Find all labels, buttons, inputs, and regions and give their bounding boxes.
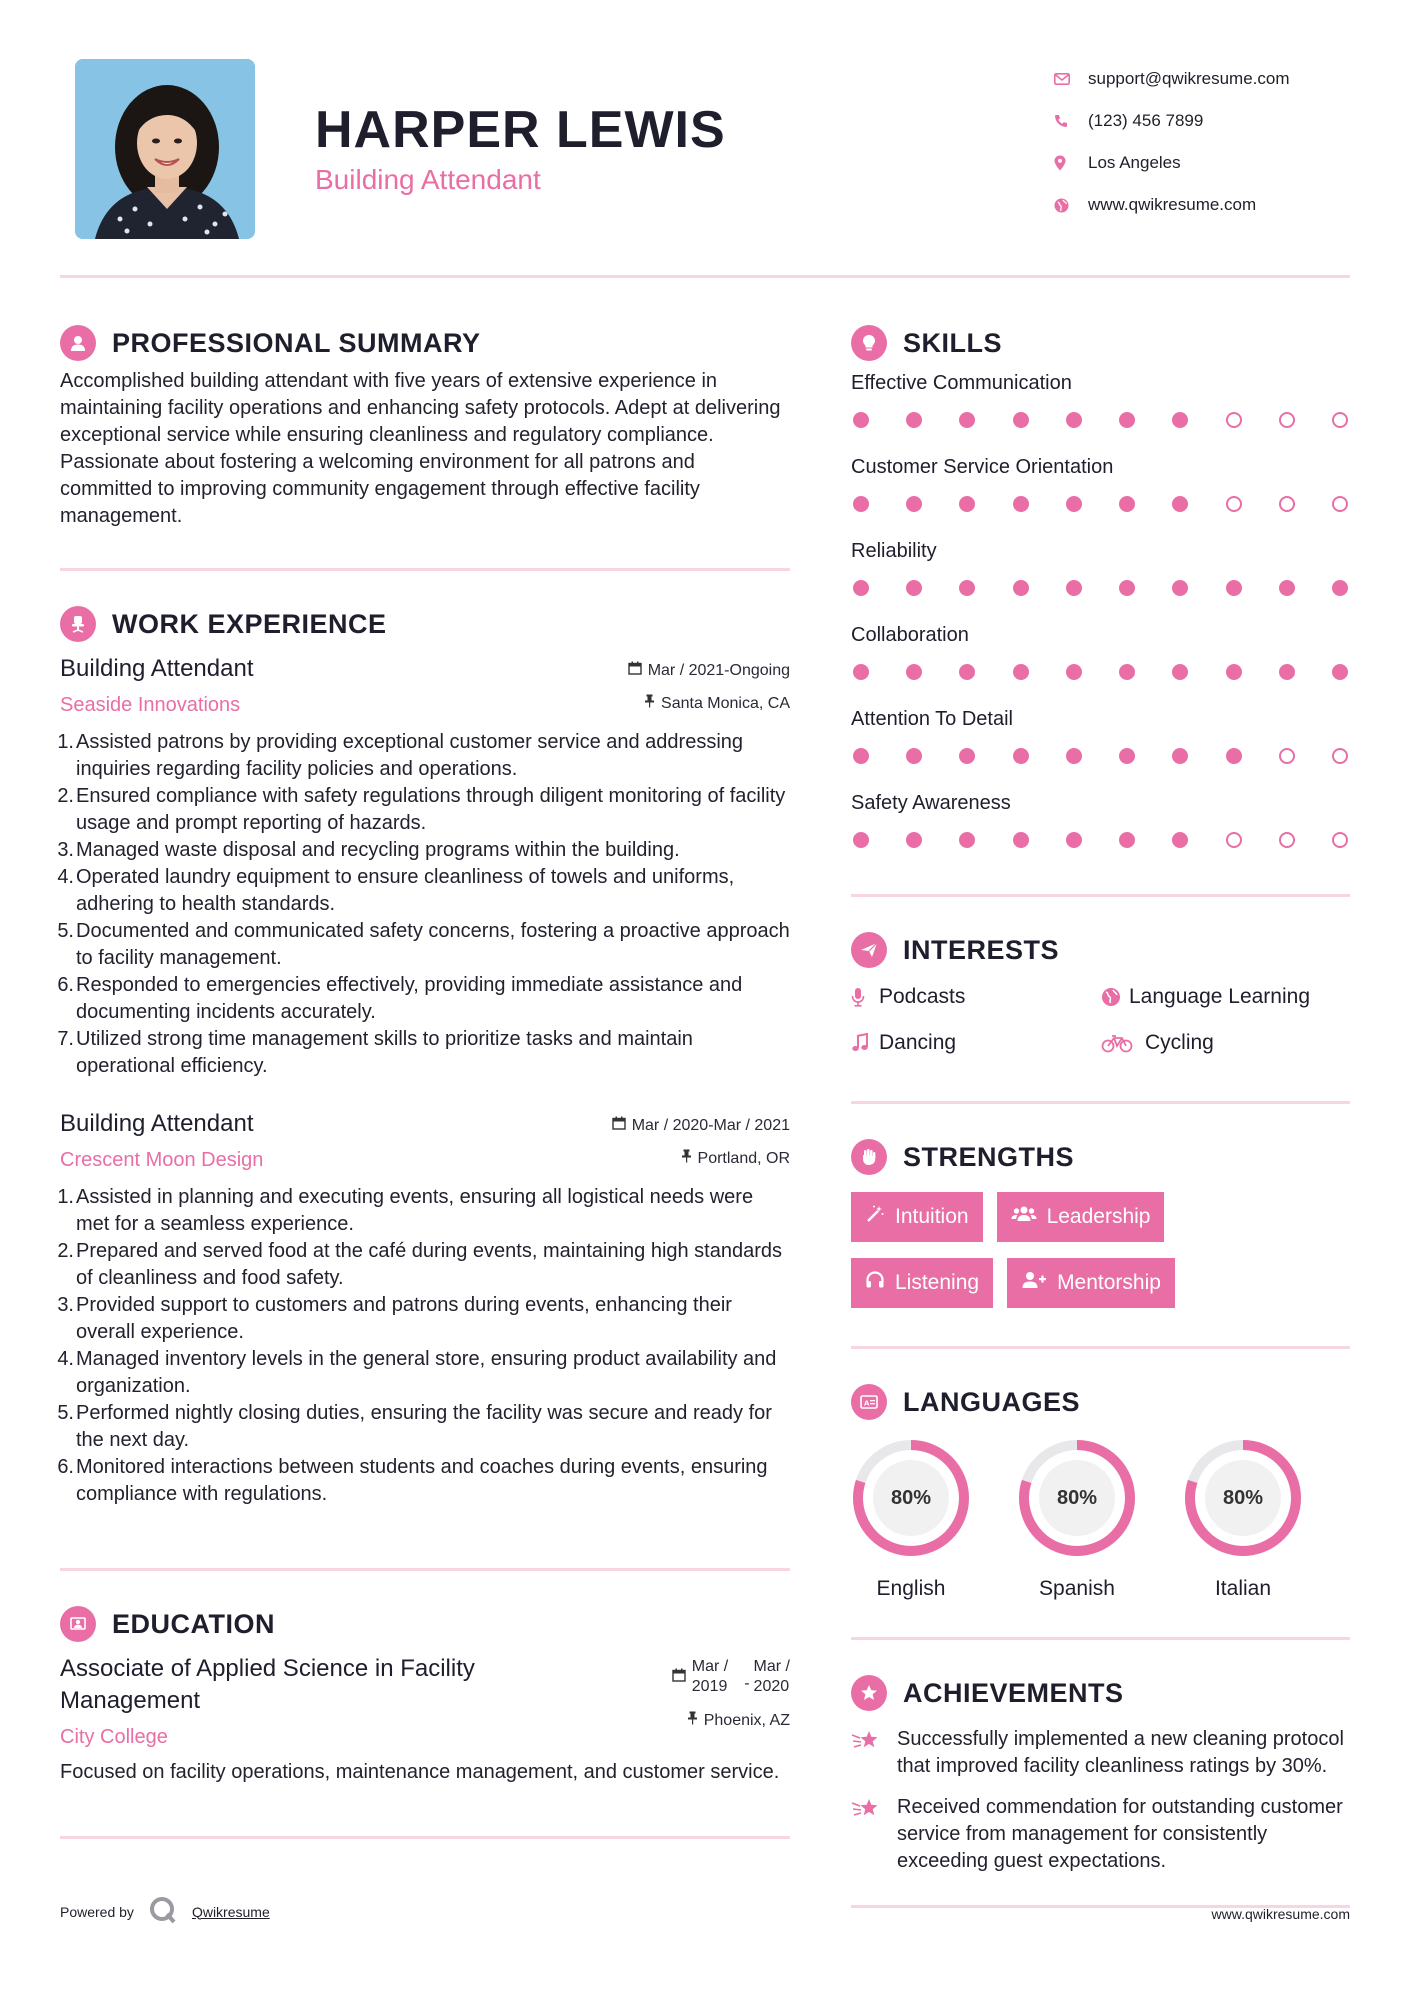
rating-dot-filled: [1066, 664, 1082, 680]
language-percent: 80%: [1056, 1486, 1098, 1509]
job-company: Seaside Innovations: [60, 694, 241, 716]
contact-email-text: support@qwikresume.com: [1088, 69, 1290, 88]
rating-dot-filled: [1066, 496, 1082, 512]
interests-list: [851, 981, 1350, 1059]
education-location-text: Phoenix, AZ: [703, 1711, 790, 1729]
rating-dot-filled: [853, 664, 869, 680]
rating-dot-filled: [1119, 496, 1135, 512]
rating-dot-filled: [1013, 580, 1029, 596]
job-duties-list: [57, 729, 790, 1080]
left-column: [57, 320, 790, 1839]
user-plus-icon: [1021, 1270, 1047, 1296]
strengths-header: [851, 1134, 1350, 1180]
rating-dot-filled: [906, 832, 922, 848]
rating-dot-filled: [1119, 664, 1135, 680]
list-item: 6. Responded to emergencies effectively, providing immediate assistance and documenting incidents accurately.: [57, 974, 743, 1023]
header-divider: [60, 275, 1350, 278]
language-item: [1016, 1437, 1138, 1601]
skill-name: Attention To Detail: [851, 708, 1013, 730]
pushpin-icon: [687, 1711, 698, 1730]
language-icon: [851, 1384, 887, 1420]
rating-dot-empty: [1332, 412, 1348, 428]
education-end-year: 2020: [753, 1678, 790, 1695]
rating-dot-filled: [1119, 748, 1135, 764]
contact-website[interactable]: [1050, 184, 1380, 226]
rating-dot-filled: [1172, 664, 1188, 680]
calendar-icon: [612, 1116, 626, 1135]
job-title: Building Attendant: [60, 655, 254, 682]
rating-dot-filled: [1279, 664, 1295, 680]
summary-header: [60, 320, 790, 366]
fist-icon: [851, 1139, 887, 1175]
rating-dot-filled: [1172, 580, 1188, 596]
rating-dot-empty: [1226, 832, 1242, 848]
languages-list: [850, 1437, 1350, 1601]
calendar-icon: [628, 661, 642, 680]
rating-dot-empty: [1279, 748, 1295, 764]
job-location: [681, 1149, 790, 1168]
achievements-heading: ACHIEVEMENTS: [903, 1677, 1124, 1708]
interests-heading: INTERESTS: [903, 934, 1060, 965]
globe-icon: [1050, 198, 1088, 213]
languages-divider: [851, 1637, 1350, 1640]
rating-dot-filled: [906, 496, 922, 512]
qwikresume-link[interactable]: Qwikresume: [191, 1903, 270, 1920]
job-company: Crescent Moon Design: [60, 1149, 264, 1171]
language-ring: [1182, 1437, 1304, 1559]
contact-location: [1050, 142, 1380, 184]
calendar-icon: [672, 1668, 686, 1687]
experience-divider: [60, 1568, 790, 1571]
rating-dot-filled: [959, 748, 975, 764]
list-item: 2. Ensured compliance with safety regulations through diligent monitoring of facility usage and prompt reporting of hazards.: [57, 785, 786, 834]
rating-dot-filled: [853, 832, 869, 848]
rating-dot-filled: [906, 412, 922, 428]
rating-dot-filled: [906, 748, 922, 764]
profile-photo: [75, 59, 255, 239]
job-date: [612, 1116, 790, 1135]
rating-dot-filled: [1119, 412, 1135, 428]
skills-list: [851, 370, 1350, 864]
experience-heading: WORK EXPERIENCE: [112, 608, 387, 639]
language-percent: 80%: [890, 1486, 932, 1509]
music-note-icon: [851, 1033, 879, 1053]
rating-dot-filled: [1172, 832, 1188, 848]
education-heading: EDUCATION: [112, 1608, 275, 1639]
job-date: [628, 661, 790, 680]
magic-wand-icon: [865, 1204, 885, 1230]
skill-rating: [851, 732, 1350, 780]
skill-name: Safety Awareness: [851, 792, 1011, 814]
contact-email[interactable]: [1050, 58, 1380, 100]
contact-phone-text: (123) 456 7899: [1088, 111, 1204, 130]
education-text: Focused on facility operations, maintenance management, and customer service.: [60, 1761, 780, 1783]
education-location: [687, 1711, 790, 1730]
strengths-section: [851, 1134, 1350, 1349]
achievements-section: [851, 1670, 1350, 1908]
education-date-sep: -: [744, 1675, 750, 1692]
strength-tag: [1007, 1258, 1175, 1308]
degree-title: Associate of Applied Science in Facility Management: [60, 1655, 475, 1714]
rating-dot-empty: [1226, 496, 1242, 512]
rating-dot-filled: [1172, 412, 1188, 428]
interest-label: Podcasts: [879, 985, 966, 1008]
interest-dancing: [851, 1027, 1101, 1059]
education-start-year: 2019: [691, 1678, 728, 1695]
footer-website[interactable]: www.qwikresume.com: [1211, 1906, 1350, 1922]
list-item: 1. Assisted in planning and executing events, ensuring all logistical needs were met for a seamless experience.: [57, 1186, 754, 1235]
qwikresume-logo-icon: [148, 1895, 178, 1928]
interest-label: Cycling: [1145, 1031, 1214, 1054]
job-entry-1: [57, 653, 790, 1080]
language-item: [1182, 1437, 1304, 1601]
strengths-heading: STRENGTHS: [903, 1141, 1075, 1172]
rating-dot-filled: [959, 832, 975, 848]
strength-label: Intuition: [895, 1205, 969, 1228]
education-section: [60, 1601, 790, 1839]
strength-label: Mentorship: [1057, 1271, 1161, 1294]
skills-heading: SKILLS: [903, 327, 1003, 358]
rating-dot-empty: [1279, 496, 1295, 512]
languages-heading: LANGUAGES: [903, 1386, 1081, 1417]
job-duties-list: [57, 1184, 790, 1508]
strength-tag: [851, 1192, 983, 1242]
list-item: 6. Monitored interactions between students and coaches during events, ensuring compliance with regulations.: [57, 1456, 768, 1505]
job-date-text: Mar / 2020-Mar / 2021: [631, 1116, 790, 1134]
list-item: 4. Operated laundry equipment to ensure cleanliness of towels and uniforms, adhering to health standards.: [57, 866, 735, 915]
summary-divider: [60, 568, 790, 571]
interests-divider: [851, 1101, 1350, 1104]
language-ring: [1016, 1437, 1138, 1559]
experience-header: [60, 601, 790, 647]
rating-dot-empty: [1279, 832, 1295, 848]
rating-dot-filled: [1013, 748, 1029, 764]
education-start-month: Mar /: [691, 1658, 729, 1675]
headphones-icon: [865, 1270, 885, 1296]
rating-dot-filled: [959, 664, 975, 680]
pushpin-icon: [644, 694, 655, 713]
rating-dot-filled: [1013, 832, 1029, 848]
strength-label: Leadership: [1046, 1205, 1151, 1228]
skill-name: Reliability: [851, 540, 937, 562]
education-divider: [60, 1836, 790, 1839]
rating-dot-filled: [1013, 412, 1029, 428]
candidate-title: Building Attendant: [315, 164, 541, 195]
languages-section: [851, 1379, 1350, 1640]
paper-plane-icon: [851, 932, 887, 968]
skill-name: Customer Service Orientation: [851, 456, 1114, 478]
user-icon: [60, 325, 96, 361]
phone-icon: [1050, 114, 1088, 128]
rating-dot-filled: [906, 580, 922, 596]
interests-section: [851, 927, 1350, 1104]
rating-dot-filled: [959, 496, 975, 512]
skill-name: Collaboration: [851, 624, 969, 646]
achievement-text: Successfully implemented a new cleaning protocol that improved facility cleanliness ratings by 30%.: [897, 1728, 1344, 1777]
rating-dot-filled: [1066, 580, 1082, 596]
list-item: 3. Provided support to customers and patrons during events, enhancing their overall experience.: [57, 1294, 732, 1343]
strength-tag: [851, 1258, 993, 1308]
rating-dot-empty: [1226, 412, 1242, 428]
job-date-text: Mar / 2021-Ongoing: [647, 661, 790, 679]
school-name: City College: [60, 1726, 168, 1748]
bicycle-icon: [1101, 1033, 1145, 1053]
interest-label: Dancing: [879, 1031, 957, 1054]
language-percent: 80%: [1222, 1486, 1264, 1509]
skills-divider: [851, 894, 1350, 897]
summary-section: [60, 320, 790, 571]
languages-header: [851, 1379, 1350, 1425]
rating-dot-filled: [1279, 580, 1295, 596]
contact-website-text: www.qwikresume.com: [1088, 195, 1257, 214]
rating-dot-empty: [1332, 832, 1348, 848]
shooting-star-icon: [851, 1794, 897, 1875]
skill-name: Effective Communication: [851, 372, 1072, 394]
contact-block: [1050, 58, 1380, 226]
skills-section: [851, 320, 1350, 897]
microphone-icon: [851, 987, 879, 1007]
skills-header: [851, 320, 1350, 366]
candidate-name: HARPER LEWIS: [315, 101, 726, 159]
rating-dot-filled: [1013, 496, 1029, 512]
skill-rating: [851, 396, 1350, 444]
rating-dot-filled: [959, 580, 975, 596]
education-header: [60, 1601, 790, 1647]
interest-label: Language Learning: [1129, 985, 1311, 1008]
rating-dot-empty: [1279, 412, 1295, 428]
rating-dot-filled: [1332, 664, 1348, 680]
job-entry-2: [57, 1108, 790, 1508]
job-location-text: Santa Monica, CA: [661, 694, 790, 712]
list-item: 3. Managed waste disposal and recycling programs within the building.: [57, 839, 680, 861]
rating-dot-filled: [1119, 832, 1135, 848]
rating-dot-filled: [1066, 412, 1082, 428]
pushpin-icon: [681, 1149, 692, 1168]
lightbulb-icon: [851, 325, 887, 361]
summary-text: Accomplished building attendant with five years of extensive experience in maintaining facility operations and enhancing safety protocols. Adept at delivering exceptional service while ensuring cleanliness and regulatory compliance. Passionate about fostering a welcoming environment for all patrons and committed to improving community engagement through effective facility management.: [60, 370, 781, 527]
list-item: 4. Managed inventory levels in the general store, ensuring product availability and organization.: [57, 1348, 777, 1397]
rating-dot-empty: [1332, 748, 1348, 764]
interests-header: [851, 927, 1350, 973]
job-location-text: Portland, OR: [697, 1149, 790, 1167]
education-end-month: Mar /: [753, 1658, 790, 1675]
rating-dot-filled: [959, 412, 975, 428]
contact-location-text: Los Angeles: [1088, 153, 1181, 172]
rating-dot-filled: [1226, 748, 1242, 764]
experience-section: [57, 601, 790, 1571]
language-item: [850, 1437, 972, 1601]
rating-dot-filled: [1119, 580, 1135, 596]
rating-dot-filled: [1172, 496, 1188, 512]
strengths-divider: [851, 1346, 1350, 1349]
list-item: 1. Assisted patrons by providing exceptional customer service and addressing inquiries regarding facility policies and operations.: [57, 731, 744, 780]
graduate-icon: [60, 1606, 96, 1642]
language-name: English: [876, 1577, 946, 1600]
list-item: 7. Utilized strong time management skills to prioritize tasks and maintain operational efficiency.: [57, 1028, 693, 1077]
rating-dot-empty: [1332, 496, 1348, 512]
job-location: [644, 694, 790, 713]
achievement-item: [851, 1794, 1350, 1875]
footer-powered-by: [60, 1895, 270, 1928]
star-badge-icon: [851, 1675, 887, 1711]
users-icon: [1011, 1204, 1037, 1230]
rating-dot-filled: [1226, 580, 1242, 596]
rating-dot-filled: [1066, 832, 1082, 848]
rating-dot-filled: [1066, 748, 1082, 764]
rating-dot-filled: [1172, 748, 1188, 764]
interest-podcasts: [851, 981, 1101, 1013]
skill-rating: [851, 816, 1350, 864]
right-column: [851, 320, 1350, 1908]
strengths-tags: [851, 1192, 1231, 1308]
powered-by-text: Powered by: [60, 1903, 134, 1920]
office-chair-icon: [60, 606, 96, 642]
language-name: Italian: [1214, 1577, 1272, 1600]
achievement-item: [851, 1726, 1350, 1780]
contact-phone[interactable]: [1050, 100, 1380, 142]
rating-dot-filled: [906, 664, 922, 680]
rating-dot-filled: [853, 748, 869, 764]
shooting-star-icon: [851, 1726, 897, 1780]
summary-heading: PROFESSIONAL SUMMARY: [112, 327, 481, 358]
strength-label: Listening: [895, 1271, 980, 1294]
skill-rating: [851, 564, 1350, 612]
svg-text:A: A: [864, 1399, 870, 1408]
rating-dot-filled: [853, 496, 869, 512]
envelope-icon: [1050, 73, 1088, 85]
rating-dot-filled: [853, 412, 869, 428]
globe-icon: [1101, 987, 1129, 1007]
skill-rating: [851, 480, 1350, 528]
list-item: 5. Performed nightly closing duties, ensuring the facility was secure and ready for the next day.: [57, 1402, 772, 1451]
language-name: Spanish: [1039, 1577, 1115, 1600]
list-item: 5. Documented and communicated safety concerns, fostering a proactive approach to facility management.: [57, 920, 790, 969]
list-item: 2. Prepared and served food at the café during events, maintaining high standards of cleanliness and food safety.: [57, 1240, 783, 1289]
rating-dot-filled: [853, 580, 869, 596]
rating-dot-filled: [1332, 580, 1348, 596]
education-date: [672, 1657, 790, 1697]
language-ring: [850, 1437, 972, 1559]
location-pin-icon: [1050, 155, 1088, 171]
achievement-text: Received commendation for outstanding customer service from management for consistently exceeding guest expectations.: [897, 1796, 1343, 1872]
achievements-list: [851, 1726, 1350, 1875]
rating-dot-filled: [1013, 664, 1029, 680]
rating-dot-filled: [1226, 664, 1242, 680]
interest-cycling: [1101, 1027, 1351, 1059]
achievements-header: [851, 1670, 1350, 1716]
strength-tag: [997, 1192, 1165, 1242]
interest-language-learning: [1101, 981, 1351, 1013]
skill-rating: [851, 648, 1350, 696]
job-title: Building Attendant: [60, 1110, 254, 1137]
